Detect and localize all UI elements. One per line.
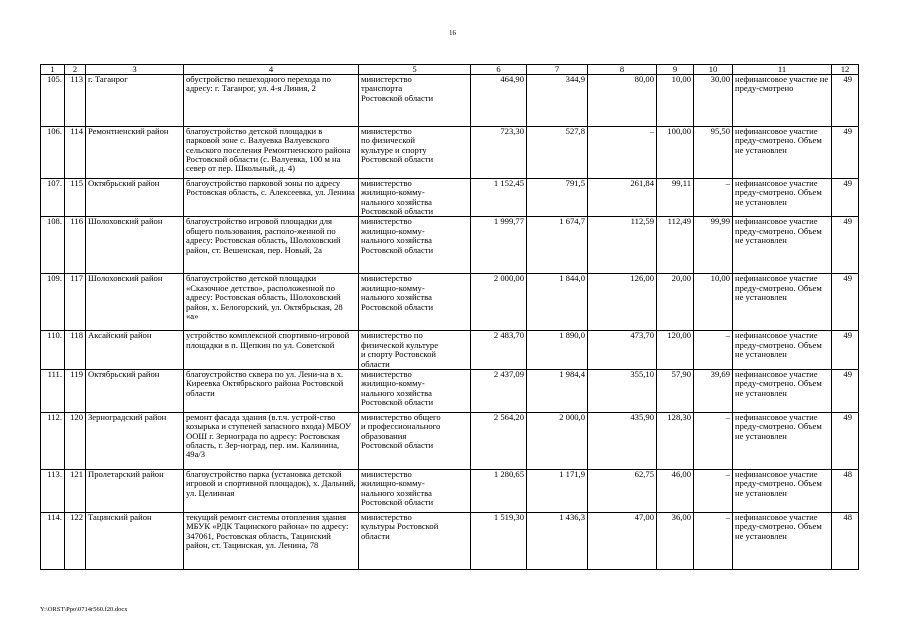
- ministry-cell: министерство жилищно-комму- нального хозяйства Ростовской области: [359, 369, 471, 412]
- local-budget-cell: 126,00: [588, 274, 657, 331]
- points-cell: 49: [832, 127, 859, 179]
- local-budget-cell: 47,00: [588, 512, 657, 569]
- local-budget-cell: 80,00: [588, 75, 657, 127]
- project-description-cell: благоустройство сквера по ул. Лени-на в х. Киреевка Октябрьского района Ростовской области: [184, 369, 359, 412]
- business-funds-cell: 95,50: [694, 127, 733, 179]
- points-cell: 49: [832, 179, 859, 217]
- local-budget-cell: 261,84: [588, 179, 657, 217]
- regional-budget-cell: 1 674,7: [527, 217, 588, 274]
- item-id-cell: 117: [65, 274, 86, 331]
- ministry-cell: министерство жилищно-комму- нального хозяйства Ростовской области: [359, 217, 471, 274]
- district-cell: Зерноградский район: [86, 412, 184, 469]
- regional-budget-cell: 2 000,0: [527, 412, 588, 469]
- item-id-cell: 115: [65, 179, 86, 217]
- population-funds-cell: 99,11: [657, 179, 694, 217]
- column-number-cell: 5: [359, 65, 471, 75]
- business-funds-cell: –: [694, 469, 733, 512]
- row-number-cell: 106.: [41, 127, 65, 179]
- local-budget-cell: 355,10: [588, 369, 657, 412]
- column-number-cell: 9: [657, 65, 694, 75]
- row-number-cell: 113.: [41, 469, 65, 512]
- district-cell: Пролетарский район: [86, 469, 184, 512]
- business-funds-cell: 99,99: [694, 217, 733, 274]
- total-cost-cell: 2 000,00: [471, 274, 527, 331]
- population-funds-cell: 36,00: [657, 512, 694, 569]
- column-number-cell: 1: [41, 65, 65, 75]
- table-row: [41, 75, 859, 127]
- row-number-cell: 111.: [41, 369, 65, 412]
- item-id-cell: 118: [65, 331, 86, 369]
- regional-budget-cell: 344,9: [527, 75, 588, 127]
- ministry-cell: министерство жилищно-комму- нального хозяйства Ростовской области: [359, 274, 471, 331]
- row-number-cell: 112.: [41, 412, 65, 469]
- district-cell: Шолоховский район: [86, 274, 184, 331]
- project-description-cell: благоустройство детской площадки «Сказочное детство», расположенной по адресу: Ростовская область, Шолоховский район, х. Белогорский, ул. Октябрьская, 28 «а»: [184, 274, 359, 331]
- row-number-cell: 110.: [41, 331, 65, 369]
- column-number-cell: 6: [471, 65, 527, 75]
- regional-budget-cell: 1 844,0: [527, 274, 588, 331]
- column-number-cell: 10: [694, 65, 733, 75]
- column-number-row: [41, 65, 859, 75]
- non-financial-participation-cell: нефинансовое участие преду-смотрено. Объем не установлен: [733, 127, 832, 179]
- business-funds-cell: 10,00: [694, 274, 733, 331]
- ministry-cell: министерство по физической культуре и спорту Ростовской области: [359, 331, 471, 369]
- non-financial-participation-cell: нефинансовое участие преду-смотрено. Объем не установлен: [733, 469, 832, 512]
- district-cell: Аксайский район: [86, 331, 184, 369]
- project-description-cell: ремонт фасада здания (в.т.ч. устрой-ство козырька и ступеней запасного входа) МБОУ ООШ г. Зернограда по адресу: Ростовская область, г. Зер-ноград, пер. им. Калинина, 49а/3: [184, 412, 359, 469]
- total-cost-cell: 1 280,65: [471, 469, 527, 512]
- item-id-cell: 121: [65, 469, 86, 512]
- column-number-cell: 12: [832, 65, 859, 75]
- regional-budget-cell: 527,8: [527, 127, 588, 179]
- item-id-cell: 114: [65, 127, 86, 179]
- ministry-cell: министерство жилищно-комму- нального хозяйства Ростовской области: [359, 179, 471, 217]
- regional-budget-cell: 791,5: [527, 179, 588, 217]
- column-number-cell: 2: [65, 65, 86, 75]
- table-row: [41, 274, 859, 331]
- points-cell: 49: [832, 274, 859, 331]
- row-number-cell: 105.: [41, 75, 65, 127]
- points-cell: 49: [832, 75, 859, 127]
- total-cost-cell: 1 152,45: [471, 179, 527, 217]
- points-cell: 49: [832, 331, 859, 369]
- table-row: [41, 331, 859, 369]
- program-table: [40, 64, 859, 570]
- district-cell: Октябрьский район: [86, 179, 184, 217]
- project-description-cell: благоустройство парковой зоны по адресу Ростовская область, с. Алексеевка, ул. Ленина: [184, 179, 359, 217]
- population-funds-cell: 57,90: [657, 369, 694, 412]
- business-funds-cell: 39,69: [694, 369, 733, 412]
- table-row: [41, 179, 859, 217]
- item-id-cell: 116: [65, 217, 86, 274]
- total-cost-cell: 2 564,20: [471, 412, 527, 469]
- population-funds-cell: 128,30: [657, 412, 694, 469]
- non-financial-participation-cell: нефинансовое участие преду-смотрено. Объем не установлен: [733, 179, 832, 217]
- non-financial-participation-cell: нефинансовое участие преду-смотрено. Объем не установлен: [733, 274, 832, 331]
- non-financial-participation-cell: нефинансовое участие не преду-смотрено: [733, 75, 832, 127]
- row-number-cell: 107.: [41, 179, 65, 217]
- non-financial-participation-cell: нефинансовое участие преду-смотрено. Объем не установлен: [733, 369, 832, 412]
- table-row: [41, 469, 859, 512]
- item-id-cell: 119: [65, 369, 86, 412]
- points-cell: 49: [832, 369, 859, 412]
- item-id-cell: 122: [65, 512, 86, 569]
- non-financial-participation-cell: нефинансовое участие преду-смотрено. Объем не установлен: [733, 512, 832, 569]
- ministry-cell: министерство жилищно-комму- нального хозяйства Ростовской области: [359, 469, 471, 512]
- column-number-cell: 7: [527, 65, 588, 75]
- points-cell: 49: [832, 412, 859, 469]
- column-number-cell: 3: [86, 65, 184, 75]
- population-funds-cell: 112,49: [657, 217, 694, 274]
- item-id-cell: 113: [65, 75, 86, 127]
- table-row: [41, 217, 859, 274]
- district-cell: Октябрьский район: [86, 369, 184, 412]
- row-number-cell: 109.: [41, 274, 65, 331]
- table-row: [41, 412, 859, 469]
- project-description-cell: благоустройство детской площадки в парковой зоне с. Валуевка Валуевского сельского поселения Ремонтненского района Ростовской области (с. Валуевка, 100 м на север от пер. Школьный, д. 4): [184, 127, 359, 179]
- regional-budget-cell: 1 171,9: [527, 469, 588, 512]
- district-cell: Ремонтненский район: [86, 127, 184, 179]
- business-funds-cell: 30,00: [694, 75, 733, 127]
- population-funds-cell: 120,00: [657, 331, 694, 369]
- project-description-cell: текущий ремонт системы отопления здания МБУК «РДК Тацинского района» по адресу: 347061, Ростовская область, Тацинский район, ст. Тацинская, ул. Ленина, 78: [184, 512, 359, 569]
- ministry-cell: министерство культуры Ростовской области: [359, 512, 471, 569]
- business-funds-cell: –: [694, 512, 733, 569]
- regional-budget-cell: 1 890,0: [527, 331, 588, 369]
- total-cost-cell: 2 483,70: [471, 331, 527, 369]
- ministry-cell: министерство по физической культуре и спорту Ростовской области: [359, 127, 471, 179]
- local-budget-cell: 435,90: [588, 412, 657, 469]
- table-row: [41, 369, 859, 412]
- local-budget-cell: –: [588, 127, 657, 179]
- page-number: 16: [449, 29, 456, 37]
- local-budget-cell: 112,59: [588, 217, 657, 274]
- points-cell: 48: [832, 469, 859, 512]
- total-cost-cell: 723,30: [471, 127, 527, 179]
- item-id-cell: 120: [65, 412, 86, 469]
- project-description-cell: благоустройство игровой площадки для общего пользования, располо-женной по адресу: Ростовская область, Шолоховский район, ст. Вешенская, пер. Новый, 2а: [184, 217, 359, 274]
- row-number-cell: 114.: [41, 512, 65, 569]
- regional-budget-cell: 1 984,4: [527, 369, 588, 412]
- total-cost-cell: 1 519,30: [471, 512, 527, 569]
- population-funds-cell: 46,00: [657, 469, 694, 512]
- population-funds-cell: 100,00: [657, 127, 694, 179]
- table-row: [41, 127, 859, 179]
- district-cell: Шолоховский район: [86, 217, 184, 274]
- non-financial-participation-cell: нефинансовое участие преду-смотрено. Объем не установлен: [733, 331, 832, 369]
- regional-budget-cell: 1 436,3: [527, 512, 588, 569]
- column-number-cell: 11: [733, 65, 832, 75]
- total-cost-cell: 2 437,09: [471, 369, 527, 412]
- table-row: [41, 512, 859, 569]
- total-cost-cell: 464,90: [471, 75, 527, 127]
- points-cell: 48: [832, 512, 859, 569]
- ministry-cell: министерство транспорта Ростовской области: [359, 75, 471, 127]
- district-cell: Тацинский район: [86, 512, 184, 569]
- district-cell: г. Таганрог: [86, 75, 184, 127]
- population-funds-cell: 10,00: [657, 75, 694, 127]
- total-cost-cell: 1 999,77: [471, 217, 527, 274]
- non-financial-participation-cell: нефинансовое участие преду-смотрено. Объем не установлен: [733, 412, 832, 469]
- project-description-cell: устройство комплексной спортивно-игровой площадки в п. Щепкин по ул. Советской: [184, 331, 359, 369]
- ministry-cell: министерство общего и профессионального образования Ростовской области: [359, 412, 471, 469]
- local-budget-cell: 473,70: [588, 331, 657, 369]
- business-funds-cell: –: [694, 331, 733, 369]
- business-funds-cell: –: [694, 179, 733, 217]
- project-description-cell: обустройство пешеходного перехода по адресу: г. Таганрог, ул. 4-я Линия, 2: [184, 75, 359, 127]
- column-number-cell: 8: [588, 65, 657, 75]
- population-funds-cell: 20,00: [657, 274, 694, 331]
- project-description-cell: благоустройство парка (установка детской игровой и спортивной площадок), х. Дальний, ул. Целинная: [184, 469, 359, 512]
- points-cell: 49: [832, 217, 859, 274]
- non-financial-participation-cell: нефинансовое участие преду-смотрено. Объем не установлен: [733, 217, 832, 274]
- column-number-cell: 4: [184, 65, 359, 75]
- file-path-footer: Y:\ORST\Ppo\0714r560.f20.docx: [40, 606, 128, 613]
- local-budget-cell: 62,75: [588, 469, 657, 512]
- row-number-cell: 108.: [41, 217, 65, 274]
- business-funds-cell: –: [694, 412, 733, 469]
